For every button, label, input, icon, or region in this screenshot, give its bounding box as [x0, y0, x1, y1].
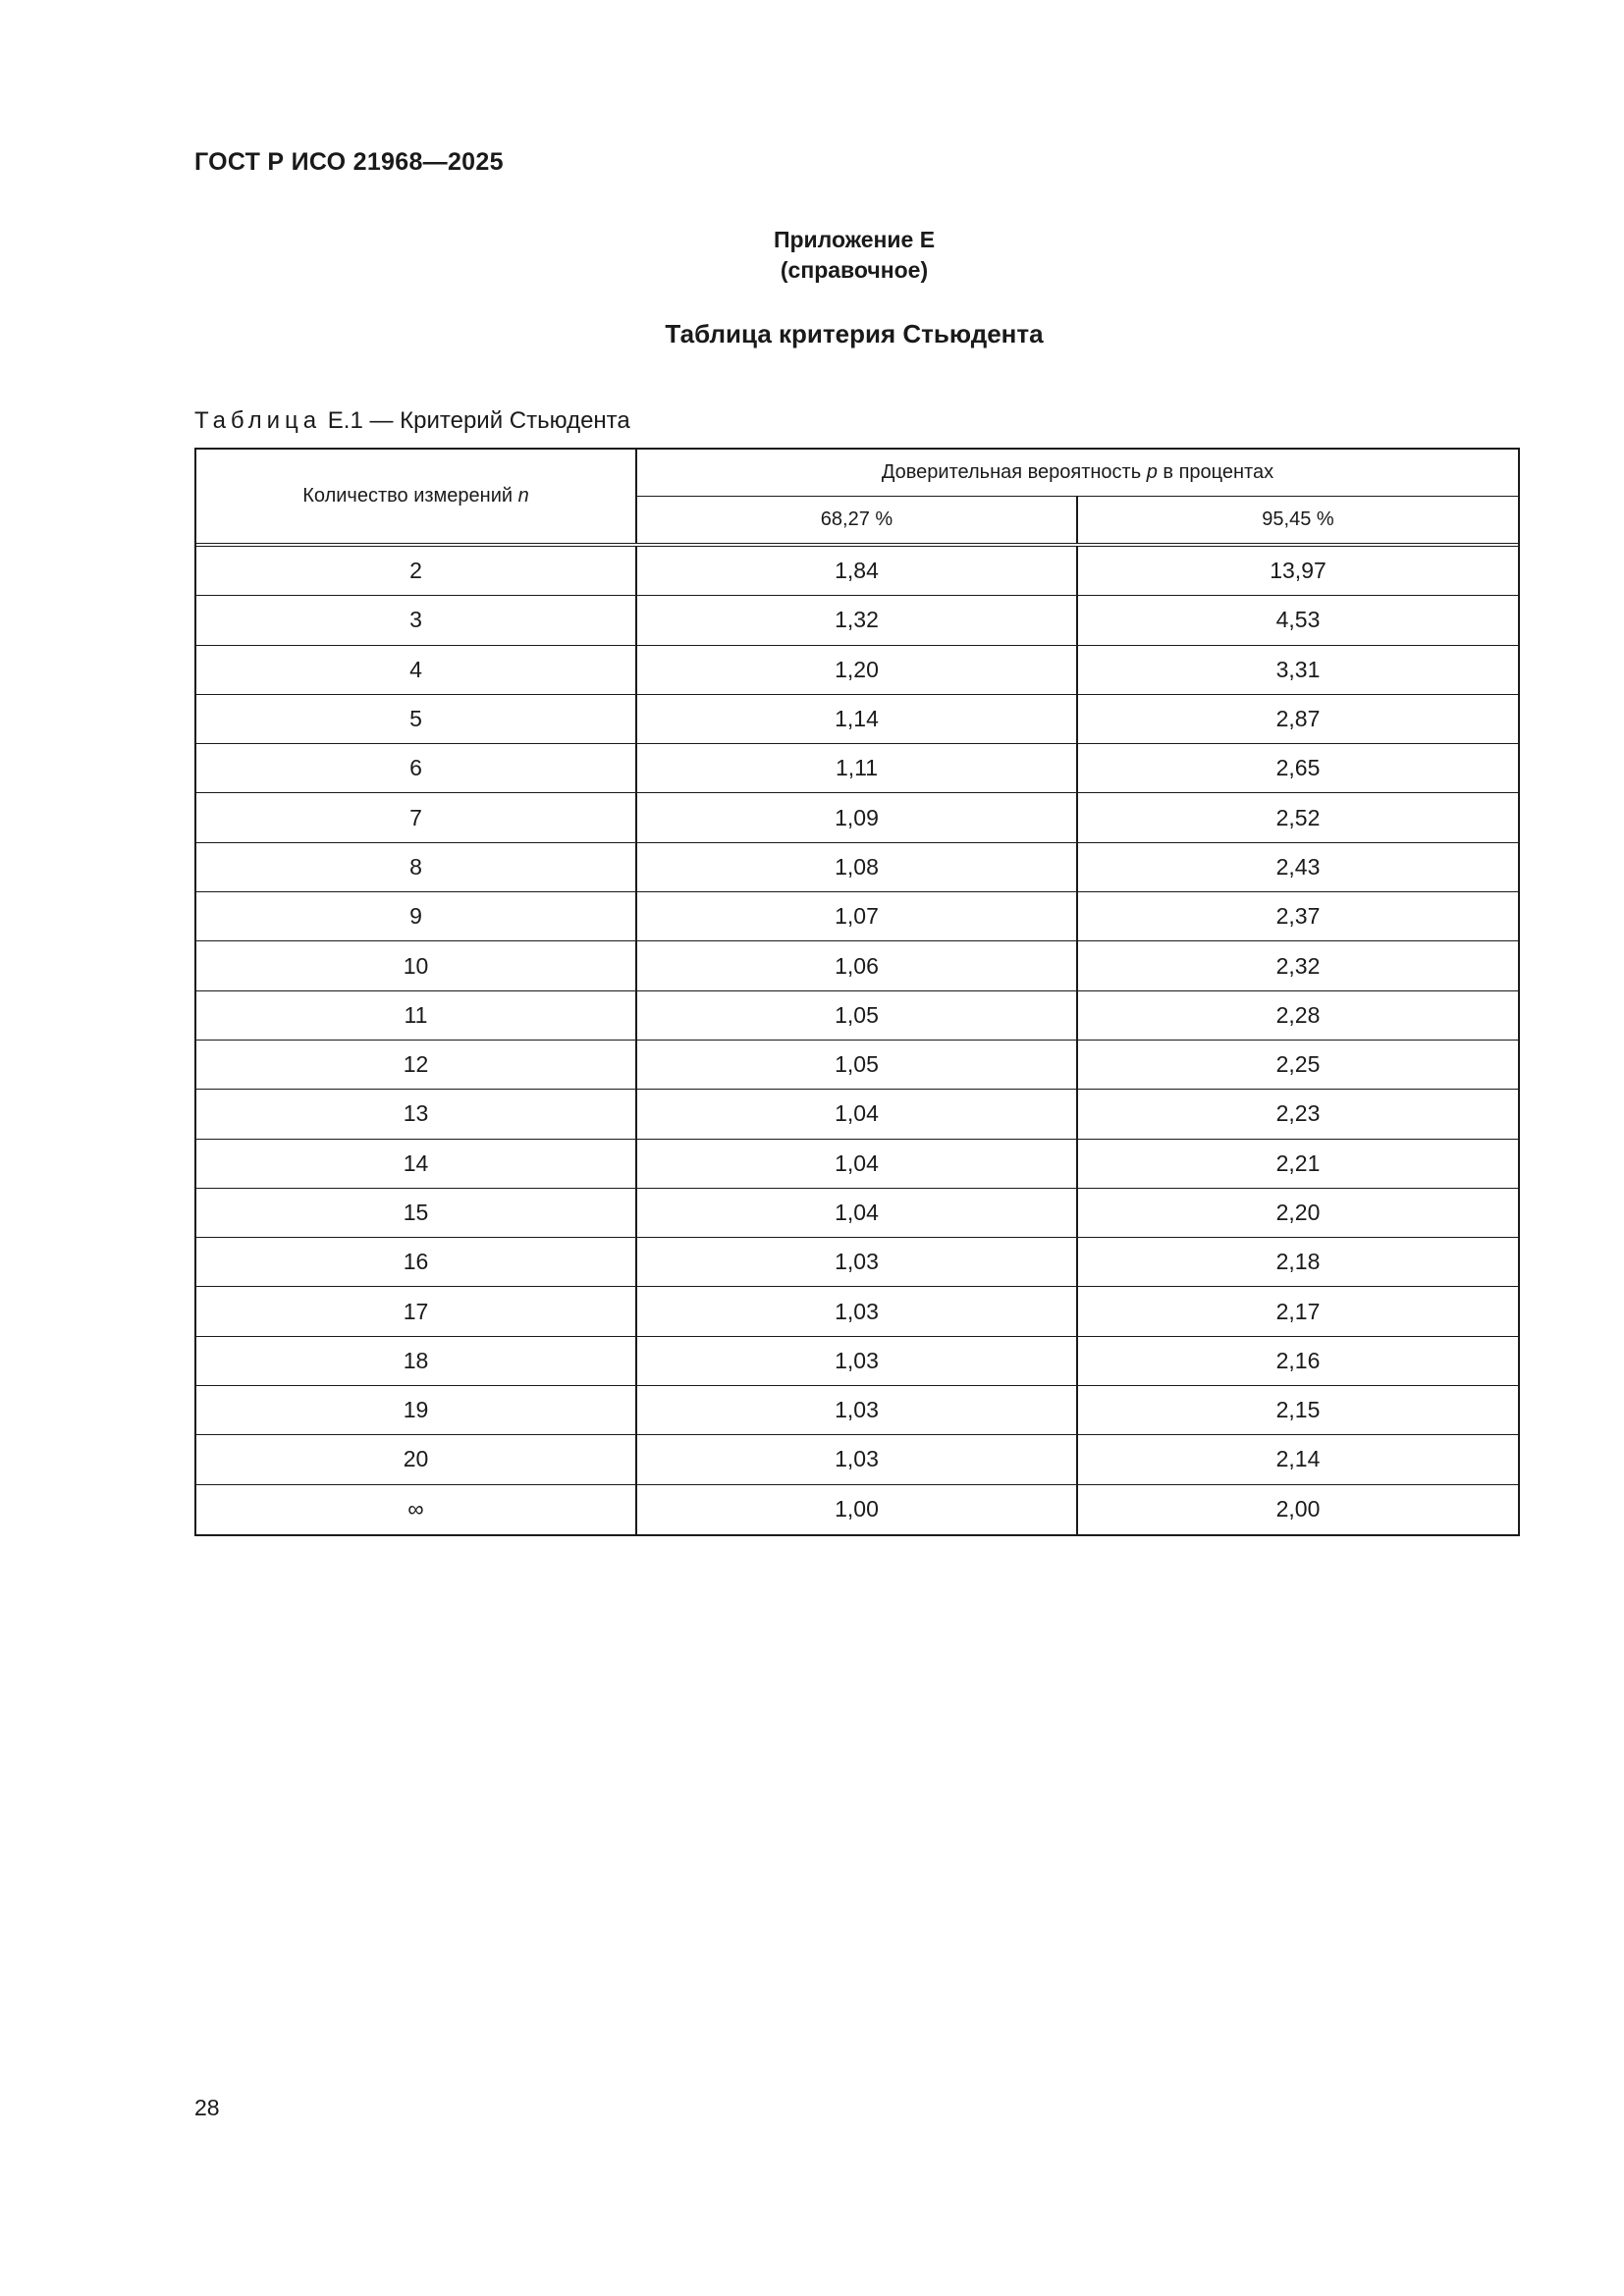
cell-value-95: 2,00	[1275, 1496, 1321, 1522]
cell-measurement-count: 11	[196, 991, 637, 1040]
student-criterion-table	[194, 448, 1520, 1536]
cell-value-68: 1,00	[637, 1485, 1078, 1534]
cell-measurement-count: 13	[196, 1090, 637, 1138]
cell-value-68: 1,32	[637, 596, 1078, 644]
table-row	[196, 1041, 1518, 1090]
cell-measurement-count: 5	[196, 695, 637, 743]
table-row	[196, 1238, 1518, 1287]
cell-value-68: 1,11	[637, 744, 1078, 792]
table-row	[196, 744, 1518, 793]
cell-value-68: 1,03	[637, 1287, 1078, 1335]
cell-value-95: 2,14	[1275, 1446, 1321, 1472]
cell-measurement-count: 18	[196, 1337, 637, 1385]
cell-value-68: 1,05	[637, 1041, 1078, 1089]
table-caption-word: Таблица	[194, 407, 322, 434]
table-row	[196, 547, 1518, 596]
cell-value-68: 1,20	[637, 646, 1078, 694]
table-row	[196, 991, 1518, 1041]
table-row	[196, 843, 1518, 892]
cell-value-68: 1,04	[637, 1090, 1078, 1138]
document-code: ГОСТ Р ИСО 21968—2025	[194, 148, 504, 176]
cell-measurement-count: 12	[196, 1041, 637, 1089]
cell-measurement-count: ∞	[196, 1485, 637, 1534]
table-row	[196, 1140, 1518, 1189]
table-row	[196, 1386, 1518, 1435]
cell-value-68: 1,05	[637, 991, 1078, 1040]
annex-heading: Таблица критерия Стьюдента	[665, 319, 1044, 348]
cell-value-95: 2,25	[1275, 1051, 1321, 1078]
header-prob-label-pre: Доверительная вероятность	[881, 461, 1147, 483]
table-row	[196, 596, 1518, 645]
cell-value-68: 1,03	[637, 1386, 1078, 1434]
table-row	[196, 1189, 1518, 1238]
table-row	[196, 793, 1518, 842]
header-count-label: Количество измерений	[302, 485, 518, 507]
cell-value-95: 2,65	[1275, 755, 1321, 781]
table-row	[196, 1435, 1518, 1484]
table-row	[196, 646, 1518, 695]
cell-value-68: 1,09	[637, 793, 1078, 841]
cell-value-95: 2,32	[1275, 952, 1321, 979]
cell-measurement-count: 15	[196, 1189, 637, 1237]
cell-value-95: 2,20	[1275, 1200, 1321, 1225]
annex-title: Приложение Е	[773, 227, 936, 252]
cell-value-95: 2,23	[1275, 1100, 1321, 1127]
cell-measurement-count: 6	[196, 744, 637, 792]
header-confidence-probability	[637, 450, 1518, 497]
cell-value-95: 13,97	[1270, 558, 1326, 584]
cell-measurement-count: 9	[196, 892, 637, 940]
cell-value-68: 1,07	[637, 892, 1078, 940]
cell-value-95: 2,43	[1275, 853, 1321, 880]
cell-measurement-count: 7	[196, 793, 637, 841]
table-row	[196, 1337, 1518, 1386]
cell-value-68: 1,08	[637, 843, 1078, 891]
cell-value-68: 1,03	[637, 1435, 1078, 1483]
table-row	[196, 1485, 1518, 1534]
header-prob-symbol: p	[1146, 461, 1158, 483]
table-header	[196, 450, 1518, 547]
cell-value-95: 2,17	[1275, 1298, 1321, 1324]
cell-value-68: 1,06	[637, 941, 1078, 989]
cell-measurement-count: 19	[196, 1386, 637, 1434]
table-caption	[194, 407, 630, 435]
header-p-95: 95,45 %	[1262, 508, 1334, 530]
cell-value-95: 2,87	[1275, 706, 1321, 732]
cell-value-68: 1,03	[637, 1238, 1078, 1286]
table-caption-text: Е.1 — Критерий Стьюдента	[327, 407, 630, 434]
cell-measurement-count: 14	[196, 1140, 637, 1188]
cell-measurement-count: 8	[196, 843, 637, 891]
cell-value-68: 1,14	[637, 695, 1078, 743]
cell-value-95: 4,53	[1275, 607, 1321, 633]
header-prob-label-post: в процентах	[1157, 461, 1274, 483]
header-count-symbol: n	[517, 485, 529, 507]
cell-measurement-count: 20	[196, 1435, 637, 1483]
cell-value-68: 1,04	[637, 1140, 1078, 1188]
cell-value-95: 2,21	[1275, 1149, 1321, 1176]
cell-value-95: 2,16	[1275, 1347, 1321, 1373]
cell-value-95: 2,37	[1275, 903, 1321, 930]
cell-value-95: 2,18	[1275, 1249, 1321, 1275]
cell-value-95: 2,15	[1275, 1397, 1321, 1423]
annex-subtitle: (справочное)	[780, 257, 929, 283]
header-measurement-count	[196, 450, 637, 543]
table-row	[196, 1287, 1518, 1336]
table-row	[196, 1090, 1518, 1139]
page-number: 28	[194, 2095, 220, 2120]
table-row	[196, 695, 1518, 744]
cell-value-95: 2,28	[1275, 1001, 1321, 1028]
cell-measurement-count: 10	[196, 941, 637, 989]
cell-value-95: 2,52	[1275, 804, 1321, 830]
cell-measurement-count: 4	[196, 646, 637, 694]
cell-value-68: 1,04	[637, 1189, 1078, 1237]
table-row	[196, 941, 1518, 990]
cell-value-68: 1,84	[637, 547, 1078, 595]
cell-measurement-count: 16	[196, 1238, 637, 1286]
cell-measurement-count: 3	[196, 596, 637, 644]
cell-measurement-count: 17	[196, 1287, 637, 1335]
table-body	[196, 547, 1518, 1534]
cell-value-68: 1,03	[637, 1337, 1078, 1385]
table-row	[196, 892, 1518, 941]
cell-measurement-count: 2	[196, 547, 637, 595]
cell-value-95: 3,31	[1275, 656, 1321, 682]
header-p-68: 68,27 %	[637, 497, 1078, 543]
